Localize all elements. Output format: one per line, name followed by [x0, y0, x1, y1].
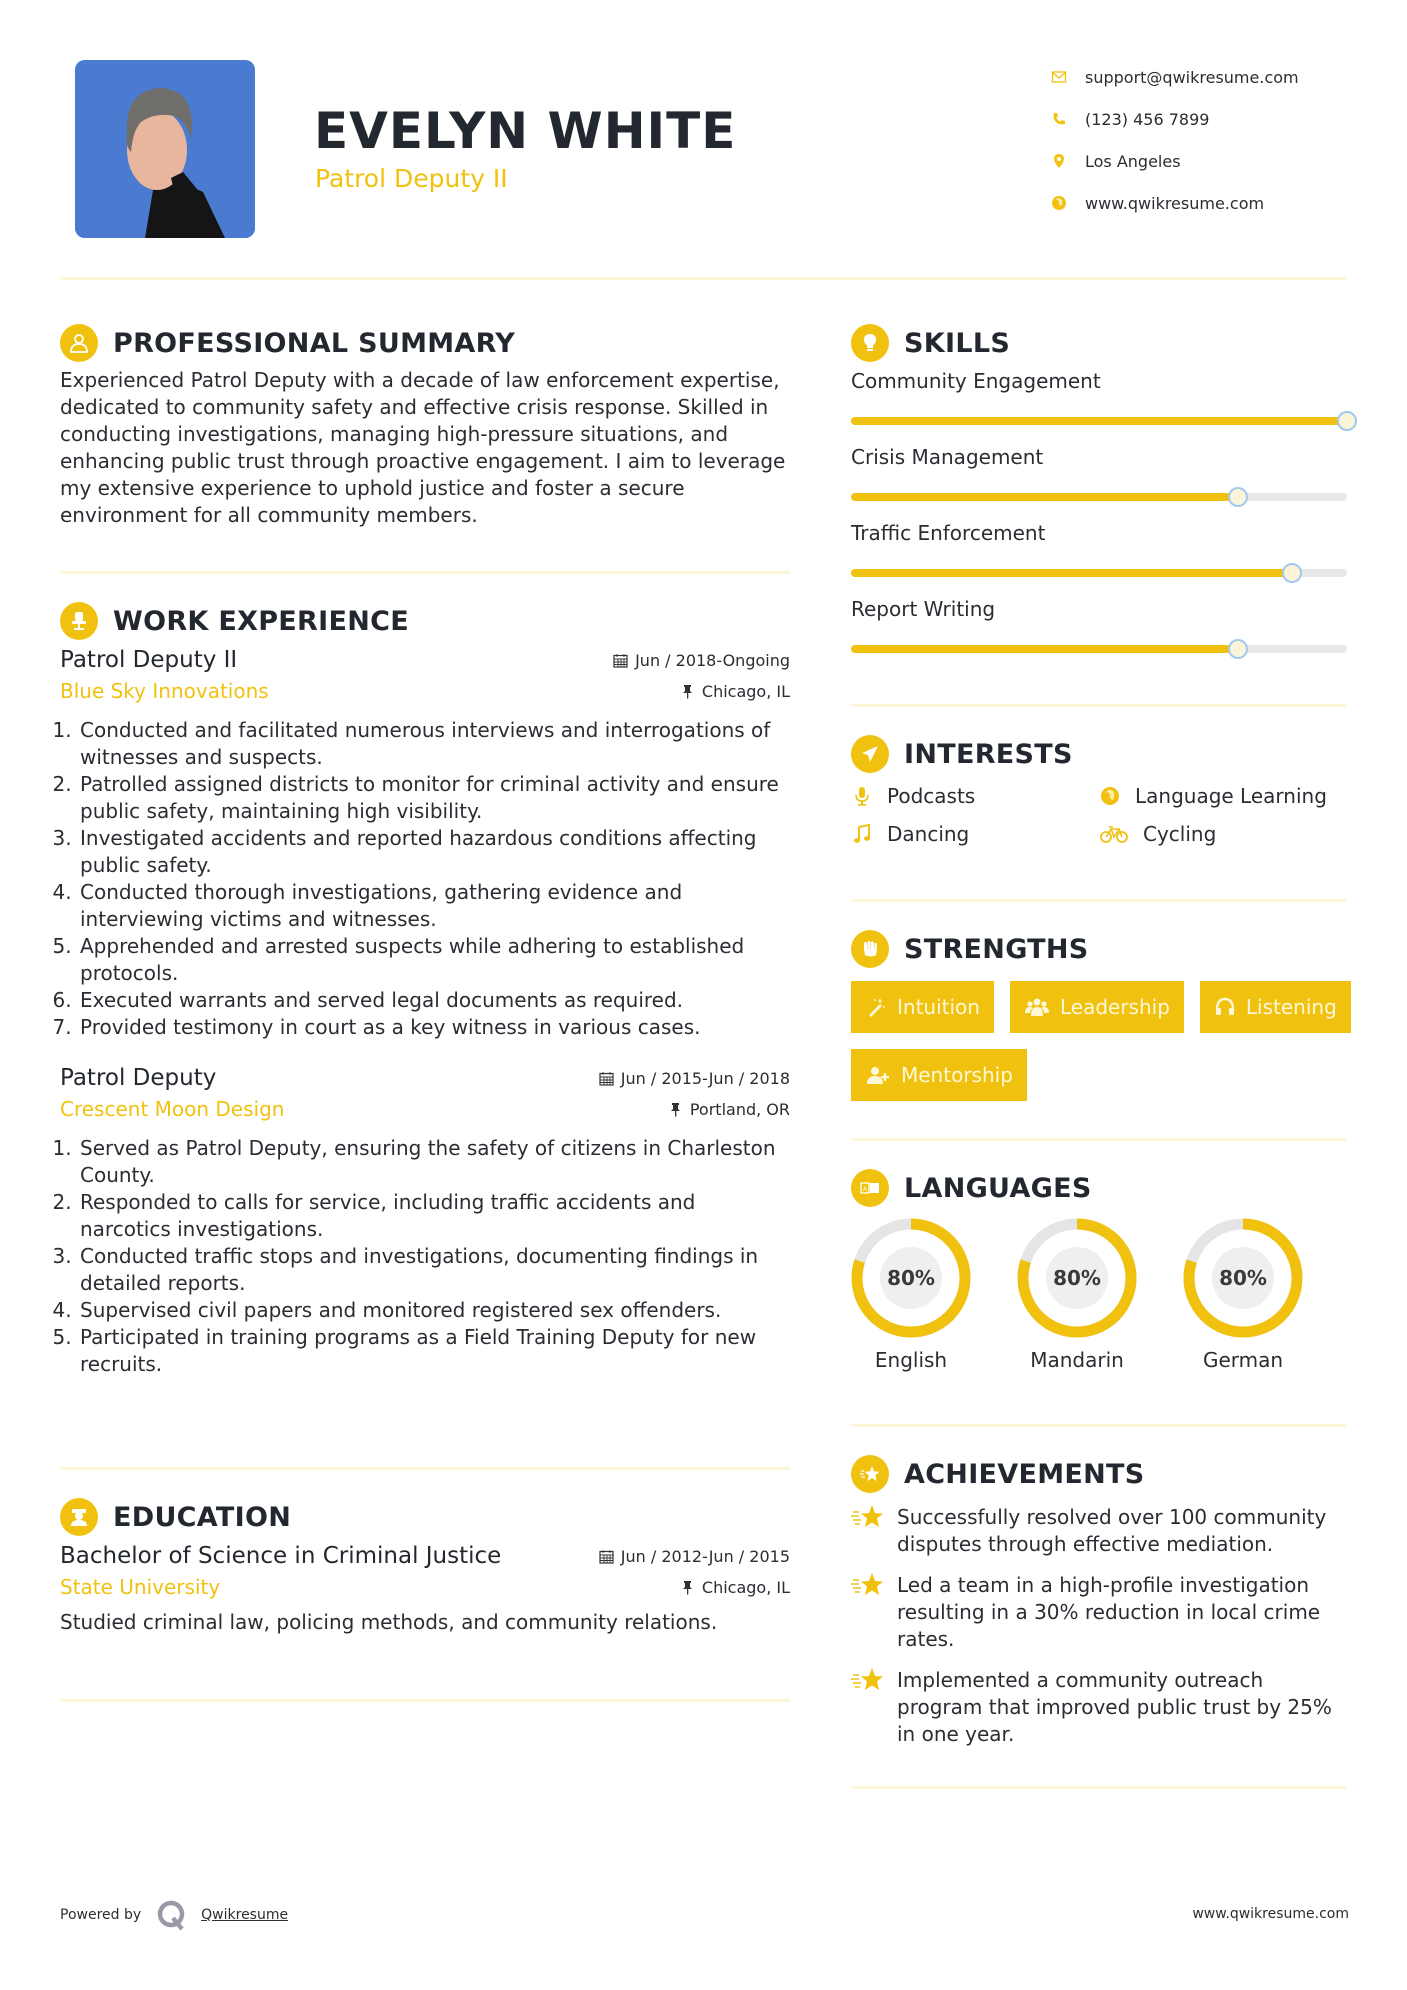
- summary-title: PROFESSIONAL SUMMARY: [113, 327, 516, 359]
- interest-item: Podcasts: [851, 784, 1099, 808]
- header-divider: [60, 277, 1347, 280]
- map-pin-icon: [1051, 153, 1085, 169]
- interest-item: Dancing: [851, 822, 1099, 846]
- star-icon: [851, 1665, 885, 1695]
- duty-item: 5. Participated in training programs as a Field Training Deputy for new recruits.: [78, 1324, 790, 1378]
- languages-heading: [851, 1168, 1347, 1208]
- calendar-icon: [599, 1071, 614, 1086]
- contact-email[interactable]: [1051, 56, 1299, 98]
- portrait-image: [75, 60, 255, 238]
- magic-wand-icon: [865, 996, 887, 1018]
- education-title: EDUCATION: [113, 1501, 292, 1533]
- footer-website[interactable]: www.qwikresume.com: [1192, 1906, 1349, 1922]
- duty-item: 3. Conducted traffic stops and investigations, documenting findings in detailed reports.: [78, 1243, 790, 1297]
- graduate-icon: [60, 1498, 98, 1536]
- users-icon: [1024, 996, 1050, 1018]
- language-percent: 80%: [1219, 1266, 1267, 1290]
- section-divider: [851, 1138, 1347, 1141]
- education-dates: Jun / 2012-Jun / 2015: [599, 1547, 790, 1566]
- section-divider: [60, 571, 790, 574]
- globe-icon: [1051, 195, 1085, 211]
- interests-heading: [851, 734, 1347, 774]
- education-entry: [60, 1543, 790, 1636]
- summary-section: [60, 323, 790, 529]
- school-name: State University: [60, 1575, 221, 1599]
- skill-bar[interactable]: [851, 569, 1347, 577]
- duties-list: [60, 1135, 790, 1378]
- section-divider: [60, 1699, 790, 1702]
- language-donut: [851, 1218, 971, 1338]
- skill-slider-knob[interactable]: [1228, 639, 1248, 659]
- interests-section: [851, 734, 1347, 846]
- pushpin-icon: [680, 1580, 695, 1595]
- degree-title: Bachelor of Science in Criminal Justice: [60, 1543, 502, 1569]
- language-item: [1183, 1218, 1303, 1372]
- contact-website-text: www.qwikresume.com: [1085, 193, 1265, 213]
- duty-item: 1. Served as Patrol Deputy, ensuring the safety of citizens in Charleston County.: [78, 1135, 790, 1189]
- duty-item: 4. Supervised civil papers and monitored registered sex offenders.: [78, 1297, 790, 1324]
- section-divider: [851, 1424, 1347, 1427]
- skill-slider-knob[interactable]: [1228, 487, 1248, 507]
- duty-item: 2. Patrolled assigned districts to monitor for criminal activity and ensure public safety, maintaining high visibility.: [78, 771, 790, 825]
- powered-by-label: Powered by: [60, 1907, 142, 1923]
- languages-section: [851, 1168, 1347, 1372]
- duty-item: 3. Investigated accidents and reported hazardous conditions affecting public safety.: [78, 825, 790, 879]
- interests-list: [851, 784, 1347, 846]
- strengths-list: [851, 981, 1351, 1101]
- contact-location-text: Los Angeles: [1085, 151, 1181, 171]
- section-divider: [851, 899, 1347, 902]
- achievements-heading: [851, 1454, 1347, 1494]
- profile-photo: [75, 60, 255, 238]
- company-name: Crescent Moon Design: [60, 1097, 285, 1121]
- languages-title: LANGUAGES: [904, 1172, 1092, 1204]
- star-icon: [851, 1570, 885, 1600]
- strength-tag: Leadership: [1010, 981, 1184, 1033]
- calendar-icon: [613, 653, 628, 668]
- skill-bar[interactable]: [851, 417, 1347, 425]
- contact-email-text: support@qwikresume.com: [1085, 67, 1299, 87]
- skill-label: Traffic Enforcement: [851, 521, 1046, 545]
- language-item: [1017, 1218, 1137, 1372]
- skill-slider-knob[interactable]: [1337, 411, 1357, 431]
- calendar-icon: [599, 1549, 614, 1564]
- achievement-item: Implemented a community outreach program that improved public trust by 25% in one year.: [851, 1667, 1347, 1748]
- microphone-icon: [851, 785, 873, 807]
- achievement-item: Led a team in a high-profile investigation resulting in a 30% reduction in local crime rates.: [851, 1572, 1347, 1653]
- skill-label: Community Engagement: [851, 369, 1101, 393]
- star-icon: [851, 1502, 885, 1532]
- skill-item: [851, 365, 1347, 425]
- summary-heading: [60, 323, 790, 363]
- strengths-section: [851, 929, 1347, 1101]
- bicycle-icon: [1099, 823, 1129, 845]
- strength-tag: Mentorship: [851, 1049, 1027, 1101]
- skill-item: [851, 517, 1347, 577]
- paper-plane-icon: [851, 735, 889, 773]
- duty-item: 1. Conducted and facilitated numerous interviews and interrogations of witnesses and suspects.: [78, 717, 790, 771]
- experience-title: WORK EXPERIENCE: [113, 605, 409, 637]
- skill-label: Report Writing: [851, 597, 996, 621]
- skills-title: SKILLS: [904, 327, 1011, 359]
- contact-website[interactable]: [1051, 182, 1299, 224]
- duties-list: [60, 717, 790, 1041]
- contact-location: [1051, 140, 1299, 182]
- experience-section: [60, 601, 790, 1378]
- language-name: Mandarin: [1030, 1348, 1124, 1372]
- skill-bar-fill: [851, 417, 1347, 425]
- office-chair-icon: [60, 602, 98, 640]
- language-item: [851, 1218, 971, 1372]
- contact-phone[interactable]: [1051, 98, 1299, 140]
- language-donut: [1183, 1218, 1303, 1338]
- job-entry: [60, 1065, 790, 1378]
- duty-item: 2. Responded to calls for service, including traffic accidents and narcotics investigations.: [78, 1189, 790, 1243]
- language-percent: 80%: [887, 1266, 935, 1290]
- job-title: Patrol Deputy: [60, 1065, 217, 1091]
- language-percent: 80%: [1053, 1266, 1101, 1290]
- user-icon: [60, 324, 98, 362]
- duty-item: 5. Apprehended and arrested suspects while adhering to established protocols.: [78, 933, 790, 987]
- strengths-title: STRENGTHS: [904, 933, 1089, 965]
- pushpin-icon: [668, 1102, 683, 1117]
- education-description: Studied criminal law, policing methods, and community relations.: [60, 1610, 718, 1634]
- achievement-item: Successfully resolved over 100 community disputes through effective mediation.: [851, 1504, 1347, 1558]
- job-dates: Jun / 2018-Ongoing: [613, 651, 790, 670]
- skill-label: Crisis Management: [851, 445, 1044, 469]
- skill-bar[interactable]: [851, 645, 1347, 653]
- user-plus-icon: [865, 1064, 891, 1086]
- education-section: [60, 1497, 790, 1636]
- envelope-icon: [1051, 69, 1085, 85]
- music-note-icon: [851, 823, 873, 845]
- svg-text:A: A: [862, 1186, 868, 1193]
- education-location: Chicago, IL: [680, 1578, 790, 1597]
- language-name: English: [874, 1348, 948, 1372]
- strengths-heading: [851, 929, 1347, 969]
- pushpin-icon: [680, 684, 695, 699]
- education-heading: [60, 1497, 790, 1537]
- skills-heading: [851, 323, 1347, 363]
- skill-item: [851, 593, 1347, 653]
- globe-icon: [1099, 785, 1121, 807]
- candidate-title: Patrol Deputy II: [315, 164, 508, 193]
- interest-item: Language Learning: [1099, 784, 1347, 808]
- candidate-name: EVELYN WHITE: [314, 102, 737, 160]
- languages-list: [851, 1218, 1347, 1372]
- job-location: Chicago, IL: [680, 682, 790, 701]
- duty-item: 6. Executed warrants and served legal documents as required.: [78, 987, 790, 1014]
- qwikresume-link[interactable]: Qwikresume: [201, 1907, 289, 1923]
- company-name: Blue Sky Innovations: [60, 679, 269, 703]
- lightbulb-icon: [851, 324, 889, 362]
- duty-item: 4. Conducted thorough investigations, gathering evidence and interviewing victims and witnesses.: [78, 879, 790, 933]
- star-badge-icon: [851, 1455, 889, 1493]
- contact-phone-text: (123) 456 7899: [1085, 109, 1210, 129]
- experience-heading: [60, 601, 790, 641]
- skill-bar[interactable]: [851, 493, 1347, 501]
- achievements-section: [851, 1454, 1347, 1748]
- language-name: German: [1202, 1348, 1284, 1372]
- skill-item: [851, 441, 1347, 501]
- job-entry: [60, 647, 790, 1041]
- skill-slider-knob[interactable]: [1282, 563, 1302, 583]
- language-donut: [1017, 1218, 1137, 1338]
- achievements-title: ACHIEVEMENTS: [904, 1458, 1145, 1490]
- footer-powered-by: [60, 1898, 288, 1932]
- skills-section: [851, 323, 1347, 669]
- contact-list: [1051, 56, 1299, 224]
- strength-tag: Listening: [1200, 981, 1351, 1033]
- strength-tag: Intuition: [851, 981, 994, 1033]
- qwikresume-logo-icon: [155, 1898, 189, 1932]
- section-divider: [60, 1467, 790, 1470]
- section-divider: [851, 704, 1347, 707]
- duty-item: 7. Provided testimony in court as a key witness in various cases.: [78, 1014, 790, 1041]
- summary-text: Experienced Patrol Deputy with a decade of law enforcement expertise, dedicated to community safety and effective crisis response. Skilled in conducting investigations, managing high-pressure situations, and enhancing public trust through proactive engagement. I aim to leverage my extensive experience to uphold justice and foster a secure environment for all community members.: [60, 368, 786, 527]
- headphones-icon: [1214, 996, 1236, 1018]
- job-dates: Jun / 2015-Jun / 2018: [599, 1069, 790, 1088]
- skill-bar-fill: [851, 569, 1292, 577]
- language-icon: [851, 1169, 889, 1207]
- interest-item: Cycling: [1099, 822, 1347, 846]
- skill-bar-fill: [851, 645, 1238, 653]
- fist-icon: [851, 930, 889, 968]
- job-title: Patrol Deputy II: [60, 647, 238, 673]
- phone-icon: [1051, 111, 1085, 127]
- job-location: Portland, OR: [668, 1100, 790, 1119]
- interests-title: INTERESTS: [904, 738, 1073, 770]
- skill-bar-fill: [851, 493, 1238, 501]
- section-divider: [851, 1786, 1347, 1789]
